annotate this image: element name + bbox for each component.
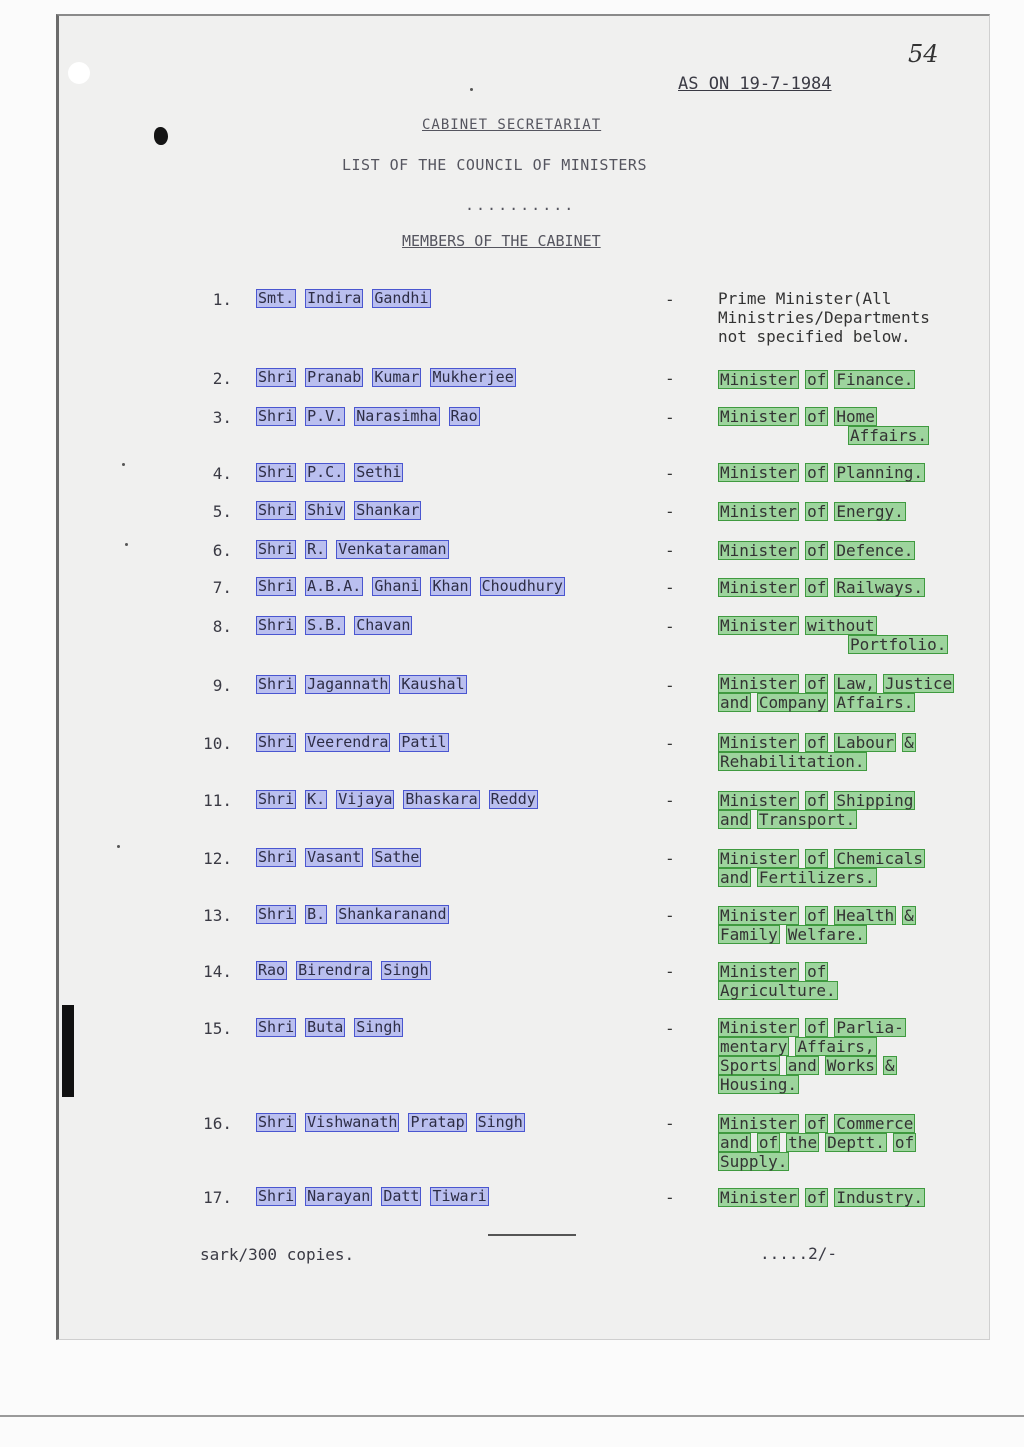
minister-portfolio [718,1188,931,1207]
name-word-box: Patil [401,733,447,751]
portfolio-word-box: & [904,906,914,925]
portfolio-word-box: Labour [836,733,895,752]
portfolio-word-box: and [787,1056,817,1075]
separator-dash: - [665,617,675,636]
portfolio-word-box: of [807,791,827,810]
name-word-box: K. [307,790,326,808]
name-word-box: Shri [258,463,295,481]
portfolio-word-box: of [807,674,827,693]
portfolio-word-box: Finance. [836,370,914,389]
portfolio-word-box: Law, [836,674,875,693]
minister-portfolio [718,463,931,482]
minister-portfolio [718,616,954,654]
name-word-box: Shri [258,577,295,595]
separator-dash: - [665,541,675,560]
portfolio-word-box: of [807,407,827,426]
portfolio-word-box: Minister [720,370,798,389]
portfolio-word-box: Parlia- [836,1018,904,1037]
portfolio-word-box: of [807,463,827,482]
portfolio-word-box: of [807,578,827,597]
minister-number: 6. [212,541,232,560]
separator-dash: - [665,290,675,309]
separator-dash: - [665,849,675,868]
portfolio-word-box: Portfolio. [850,635,947,654]
minister-number: 4. [212,464,232,483]
portfolio-word-box: of [758,1133,779,1152]
name-word-box: Shri [258,368,295,386]
name-word-box: Gandhi [374,289,429,307]
footer-continued: .....2/- [760,1244,838,1263]
separator-dash: - [665,1114,675,1133]
minister-name [256,905,458,924]
portfolio-word-box: Shipping [836,791,914,810]
portfolio-word-box: Affairs. [836,693,914,712]
portfolio-word-box: Affairs. [850,426,928,445]
portfolio-word-box: of [807,1114,827,1133]
portfolio-word-box: of [807,733,827,752]
name-word-box: Shri [258,733,295,751]
portfolio-word-box: of [807,502,827,521]
portfolio-word-box: Rehabilitation. [720,752,865,771]
name-word-box: Narayan [307,1187,371,1205]
minister-name [256,577,574,596]
minister-number: 10. [203,734,232,753]
minister-portfolio [718,849,931,887]
portfolio-word-box: of [807,541,827,560]
portfolio-word-box: of [807,1188,827,1207]
name-word-box: Ghani [374,577,420,595]
minister-name [256,463,412,482]
portfolio-word-box: and [720,810,749,829]
portfolio-word-box: & [884,1056,895,1075]
portfolio-word-box: Railways. [836,578,924,597]
name-word-box: Jagannath [307,675,389,693]
name-word-box: S.B. [307,616,344,634]
minister-portfolio [718,370,921,389]
minister-portfolio [718,1114,922,1171]
portfolio-word-box: Industry. [836,1188,924,1207]
portfolio-word-box: Home [836,407,875,426]
minister-number: 5. [212,502,232,521]
name-word-box: Singh [477,1113,523,1131]
separator-dash: - [665,676,675,695]
speck [122,463,125,466]
name-word-box: Shri [258,540,295,558]
minister-name [256,1113,534,1132]
portfolio-word-box: of [894,1133,915,1152]
name-word-box: Vijaya [338,790,393,808]
portfolio-word-box: the [788,1133,818,1152]
punch-hole [68,62,90,84]
name-word-box: Khan [432,577,469,595]
name-word-box: Shankaranand [338,905,447,923]
separator-dash: - [665,906,675,925]
separator-dash: - [665,791,675,810]
minister-name [256,616,421,635]
name-word-box: A.B.A. [307,577,362,595]
minister-number: 7. [212,578,232,597]
name-word-box: Venkataraman [338,540,447,558]
minister-portfolio [718,674,960,712]
minister-number: 13. [203,906,232,925]
minister-number: 16. [203,1114,232,1133]
portfolio-word-box: Housing. [720,1075,798,1094]
minister-number: 15. [203,1019,232,1038]
name-word-box: Kaushal [401,675,465,693]
portfolio-word-box: Minister [720,578,798,597]
name-word-box: Sathe [374,848,420,866]
portfolio-word-box: Sports [720,1056,778,1075]
portfolio-word-box: Minister [720,616,798,635]
portfolio-word-box: of [807,906,827,925]
portfolio-word-box: & [904,733,914,752]
separator-dash: - [665,464,675,483]
edge-mark [62,1005,74,1097]
name-word-box: Datt [383,1187,420,1205]
portfolio-word-box: Minister [720,407,798,426]
separator-dash: - [665,962,675,981]
portfolio-word-box: Family [720,925,778,944]
speck [125,543,128,546]
speck [470,88,473,91]
separator-dash: - [665,502,675,521]
portfolio-word-box: Minister [720,1018,798,1037]
name-word-box: Shri [258,501,295,519]
portfolio-word-box: Minister [720,849,798,868]
name-word-box: Shri [258,407,295,425]
minister-name [256,407,489,426]
portfolio-word-box: of [807,849,827,868]
portfolio-word-box: Minister [720,791,798,810]
name-word-box: Shankar [356,501,420,519]
portfolio-word-box: Justice [884,674,953,693]
document-title: LIST OF THE COUNCIL OF MINISTERS [342,156,647,174]
name-word-box: Rao [258,961,286,979]
portfolio-word-box: and [720,868,749,887]
minister-name [256,675,476,694]
ink-blot [154,127,168,145]
footer-rule [488,1234,576,1236]
name-word-box: Shri [258,675,295,693]
separator-dash: - [665,578,675,597]
name-word-box: Shri [258,905,295,923]
section-heading: MEMBERS OF THE CABINET [402,232,601,250]
name-word-box: Pranab [307,368,362,386]
name-word-box: R. [307,540,326,558]
name-word-box: Rao [450,407,478,425]
minister-number: 11. [203,791,232,810]
minister-name [256,540,458,559]
name-word-box: Vasant [307,848,362,866]
name-word-box: Shri [258,1018,295,1036]
name-word-box: Shri [258,1187,295,1205]
name-word-box: Tiwari [432,1187,487,1205]
minister-name [256,790,547,809]
minister-name [256,733,458,752]
minister-portfolio [718,502,912,521]
minister-number: 8. [212,617,232,636]
as-on-date: AS ON 19-7-1984 [678,74,832,94]
name-word-box: Kumar [374,368,420,386]
portfolio-word-box: Minister [720,541,798,560]
portfolio-word-box: and [720,1133,749,1152]
minister-number: 1. [212,290,232,309]
name-word-box: Shri [258,616,295,634]
portfolio-word-box: Commerce [836,1114,914,1133]
name-word-box: Narasimha [356,407,438,425]
minister-portfolio [718,962,844,1000]
portfolio-word-box: Minister [720,502,798,521]
minister-portfolio [718,906,922,944]
name-word-box: Singh [356,1018,402,1036]
minister-name [256,848,430,867]
portfolio-word-box: Supply. [720,1152,788,1171]
name-word-box: Chavan [356,616,411,634]
name-word-box: P.V. [307,407,344,425]
minister-portfolio: Prime Minister(All Ministries/Departments not specified below. [718,289,930,346]
minister-number: 3. [212,408,232,427]
portfolio-word-box: Minister [720,906,798,925]
minister-number: 17. [203,1188,232,1207]
minister-name [256,368,525,387]
department-heading: CABINET SECRETARIAT [422,117,602,133]
minister-portfolio [718,791,921,829]
portfolio-word-box: Minister [720,463,798,482]
minister-number: 9. [212,676,232,695]
portfolio-word-box: mentary [720,1037,788,1056]
minister-name [256,289,440,308]
name-word-box: Singh [383,961,429,979]
name-word-box: Shri [258,848,295,866]
name-word-box: Sethi [356,463,402,481]
name-word-box: P.C. [307,463,344,481]
name-word-box: Pratap [410,1113,465,1131]
name-word-box: Reddy [490,790,536,808]
portfolio-word-box: Works [826,1056,875,1075]
name-word-box: Shiv [307,501,344,519]
minister-name [256,1187,498,1206]
name-word-box: Mukherjee [432,368,514,386]
portfolio-word-box: Energy. [836,502,904,521]
name-word-box: Vishwanath [307,1113,398,1131]
name-word-box: Smt. [258,289,295,307]
separator-dash: - [665,1019,675,1038]
separator-dots: .......... [465,196,576,214]
minister-portfolio [718,1018,912,1094]
portfolio-word-box: Transport. [758,810,856,829]
name-word-box: Birendra [298,961,371,979]
name-word-box: Veerendra [307,733,389,751]
portfolio-word-box: Planning. [836,463,924,482]
name-word-box: Shri [258,790,295,808]
portfolio-word-box: of [807,1018,827,1037]
separator-dash: - [665,1188,675,1207]
portfolio-word-box: and [720,693,749,712]
portfolio-word-box: Minister [720,1114,798,1133]
portfolio-word-box: Affairs, [797,1037,875,1056]
minister-number: 2. [212,369,232,388]
portfolio-word-box: of [807,962,827,981]
name-word-box: Shri [258,1113,295,1131]
minister-name [256,501,430,520]
portfolio-word-box: Defence. [836,541,914,560]
portfolio-word-box: Agriculture. [720,981,836,1000]
folio-number: 54 [908,40,939,68]
name-word-box: Bhaskara [405,790,478,808]
portfolio-word-box: Minister [720,1188,798,1207]
separator-dash: - [665,734,675,753]
name-word-box: B. [307,905,326,923]
portfolio-word-box: Chemicals [836,849,924,868]
portfolio-word-box: Health [836,906,895,925]
portfolio-word-box: of [807,370,827,389]
minister-number: 12. [203,849,232,868]
minister-name [256,961,440,980]
portfolio-word-box: Minister [720,733,798,752]
portfolio-word-box: Minister [720,962,798,981]
portfolio-word-box: Minister [720,674,798,693]
portfolio-word-box: without [807,616,875,635]
portfolio-word-box: Welfare. [787,925,865,944]
speck [117,845,120,848]
minister-portfolio [718,407,935,445]
minister-portfolio [718,733,922,771]
footer-copies: sark/300 copies. [200,1245,355,1264]
portfolio-word-box: Deptt. [827,1133,885,1152]
portfolio-word-box: Company [758,693,827,712]
bottom-rule [0,1415,1024,1417]
minister-portfolio [718,578,931,597]
minister-name [256,1018,412,1037]
separator-dash: - [665,369,675,388]
name-word-box: Choudhury [481,577,563,595]
name-word-box: Buta [307,1018,344,1036]
portfolio-word-box: Fertilizers. [758,868,875,887]
separator-dash: - [665,408,675,427]
name-word-box: Indira [307,289,362,307]
minister-portfolio [718,541,921,560]
minister-number: 14. [203,962,232,981]
